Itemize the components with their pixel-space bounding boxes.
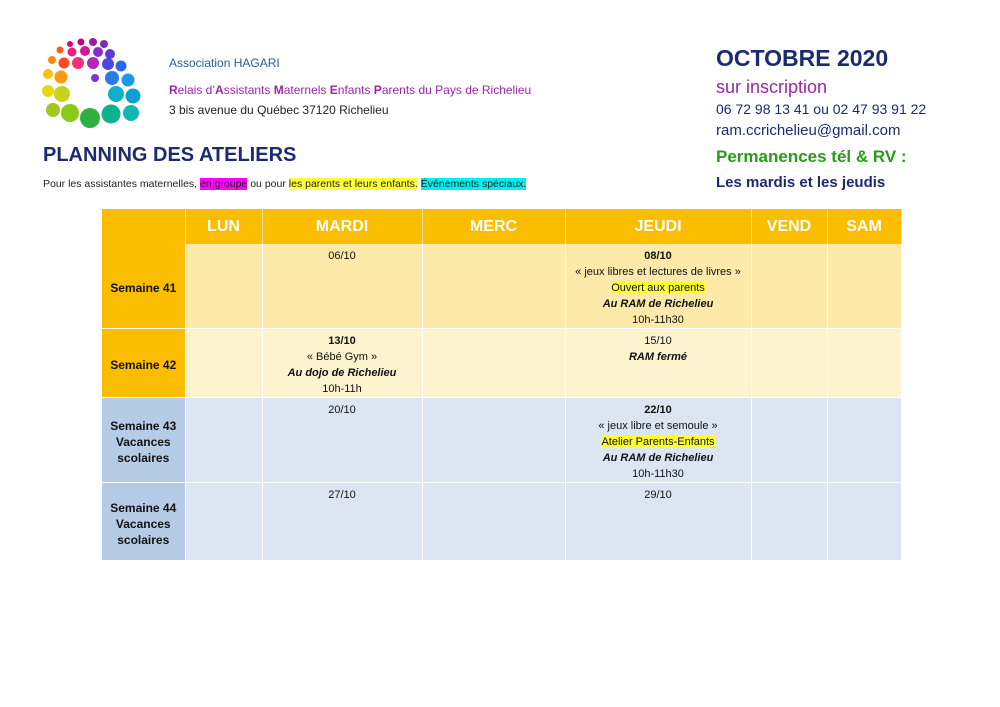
cell-jeudi	[565, 483, 751, 561]
permanences-title: Permanences tél & RV :	[716, 147, 907, 166]
month-title: OCTOBRE 2020	[716, 45, 889, 71]
colorful-balls-logo-icon	[40, 36, 150, 136]
place: Au dojo de Richelieu	[287, 367, 397, 379]
association-name: Association HAGARI	[169, 56, 280, 70]
email-address: ram.ccrichelieu@gmail.com	[716, 122, 901, 139]
cell-mardi	[262, 244, 422, 329]
cell-mardi	[262, 483, 422, 561]
cell-sam	[827, 244, 901, 329]
cell-merc	[422, 329, 565, 398]
page-title: PLANNING DES ATELIERS	[43, 144, 297, 166]
corner-cell	[102, 209, 185, 244]
place: Au RAM de Richelieu	[602, 452, 714, 464]
cell-sam	[827, 329, 901, 398]
day-header: SAM	[827, 209, 901, 244]
day-header: MARDI	[262, 209, 422, 244]
day-header: LUN	[185, 209, 262, 244]
cell-merc	[422, 244, 565, 329]
week-label: Semaine 44 Vacances scolaires	[102, 483, 185, 561]
phone-numbers: 06 72 98 13 41 ou 02 47 93 91 22	[716, 101, 927, 117]
cell-merc	[422, 483, 565, 561]
legend-group: en groupe	[200, 178, 248, 190]
week-label: Semaine 41	[102, 244, 185, 329]
cell-jeudi	[565, 244, 751, 329]
activity: « Bébé Gym »	[306, 351, 378, 363]
week-row	[102, 244, 901, 329]
place: Au RAM de Richelieu	[602, 298, 714, 310]
cell-jeudi	[565, 329, 751, 398]
relais-full-name: Relais d’Assistants Maternels Enfants Parents du Pays de Richelieu	[169, 83, 532, 97]
day-header: MERC	[422, 209, 565, 244]
inscription-note: sur inscription	[716, 77, 828, 97]
permanences-days: Les mardis et les jeudis	[716, 174, 886, 191]
date: 22/10	[644, 404, 672, 416]
address: 3 bis avenue du Québec 37120 Richelieu	[169, 103, 389, 117]
cell-sam	[827, 483, 901, 561]
cell-vend	[751, 329, 827, 398]
cell-mardi	[262, 329, 422, 398]
week-row	[102, 483, 901, 561]
time: 10h-11h	[322, 383, 362, 395]
cell-vend	[751, 244, 827, 329]
activity: « jeux libre et semoule »	[598, 420, 718, 432]
place: RAM fermé	[628, 351, 688, 363]
cell-mardi	[262, 398, 422, 483]
cell-merc	[422, 398, 565, 483]
cell-sam	[827, 398, 901, 483]
note: Atelier Parents-Enfants	[601, 436, 715, 448]
cell-lun	[185, 483, 262, 561]
date: 06/10	[328, 250, 356, 262]
cell-vend	[751, 398, 827, 483]
day-header: JEUDI	[565, 209, 751, 244]
date: 08/10	[644, 250, 672, 262]
week-label: Semaine 43 Vacances scolaires	[102, 398, 185, 483]
day-header: VEND	[751, 209, 827, 244]
activity: « jeux libres et lectures de livres »	[575, 266, 741, 278]
date: 27/10	[328, 489, 356, 501]
cell-jeudi	[565, 398, 751, 483]
date: 15/10	[644, 335, 672, 347]
cell-lun	[185, 244, 262, 329]
week-row	[102, 398, 901, 483]
legend-special: Événements spéciaux.	[420, 178, 527, 190]
cell-lun	[185, 329, 262, 398]
date: 29/10	[644, 489, 672, 501]
color-legend: Pour les assistantes maternelles, en groupe ou pour les parents et leurs enfants. Événements spéciaux.	[43, 178, 527, 190]
note: Ouvert aux parents	[611, 282, 705, 294]
date: 13/10	[328, 335, 356, 347]
cell-vend	[751, 483, 827, 561]
week-row	[102, 329, 901, 398]
cell-lun	[185, 398, 262, 483]
week-label: Semaine 42	[102, 329, 185, 398]
time: 10h-11h30	[632, 468, 684, 480]
days-header-row	[102, 209, 901, 244]
legend-parents: les parents et leurs enfants.	[288, 178, 418, 190]
time: 10h-11h30	[632, 314, 684, 326]
date: 20/10	[328, 404, 356, 416]
planning-table	[102, 209, 902, 561]
